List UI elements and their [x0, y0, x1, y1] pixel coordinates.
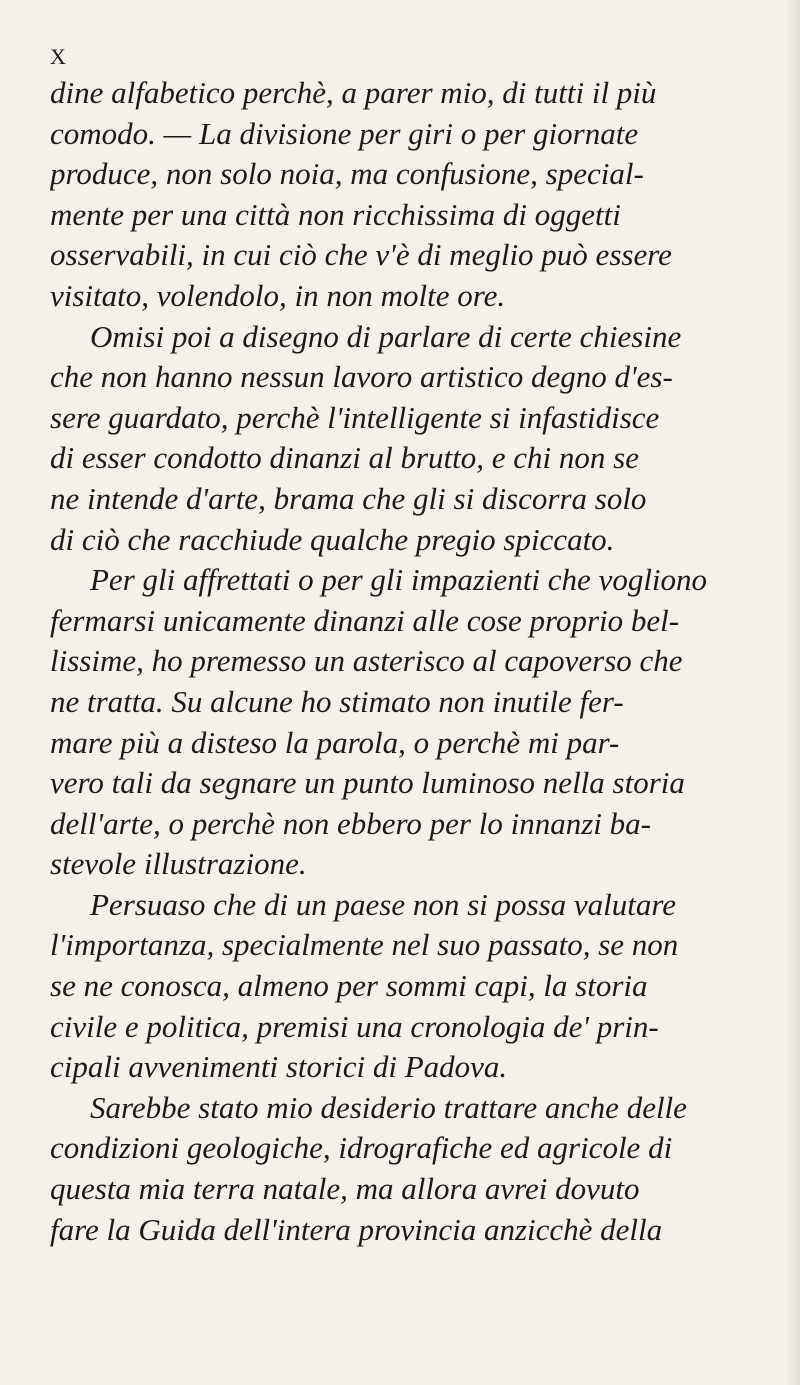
text-line: osservabili, in cui ciò che v'è di meglio può essere: [50, 237, 672, 273]
text-line: di esser condotto dinanzi al brutto, e chi non se: [50, 440, 639, 476]
page-number: X: [50, 44, 66, 69]
text-line: mente per una città non ricchissima di oggetti: [50, 196, 621, 232]
paragraph-start-line: Omisi poi a disegno di parlare di certe chiesine: [90, 318, 682, 354]
text-line: visitato, volendolo, in non molte ore.: [50, 277, 506, 313]
text-line: l'importanza, specialmente nel suo passato, se non: [50, 927, 679, 963]
text-line: di ciò che racchiude qualche pregio spiccato.: [50, 521, 615, 557]
text-line: questa mia terra natale, ma allora avrei dovuto: [50, 1171, 640, 1207]
body-text: [50, 73, 770, 1250]
page-edge-shadow: [786, 0, 800, 1385]
text-line: cipali avvenimenti storici di Padova.: [50, 1049, 508, 1085]
text-line: vero tali da segnare un punto luminoso nella storia: [50, 765, 685, 801]
text-line: che non hanno nessun lavoro artistico degno d'es-: [50, 359, 673, 395]
text-line: civile e politica, premisi una cronologia de' prin-: [50, 1008, 659, 1044]
text-line: lissime, ho premesso un asterisco al capoverso che: [50, 643, 683, 679]
paragraph-start-line: Persuaso che di un paese non si possa valutare: [90, 886, 677, 922]
text-line: fermarsi unicamente dinanzi alle cose proprio bel-: [50, 602, 680, 638]
text-line: dine alfabetico perchè, a parer mio, di tutti il più: [50, 75, 657, 110]
paragraph-start-line: Sarebbe stato mio desiderio trattare anche delle: [90, 1089, 687, 1125]
text-line: fare la Guida dell'intera provincia anzicchè della: [50, 1211, 663, 1247]
paragraph-start-line: Per gli affrettati o per gli impazienti che vogliono: [90, 562, 708, 598]
text-line: se ne conosca, almeno per sommi capi, la storia: [50, 968, 648, 1004]
text-line: ne intende d'arte, brama che gli si discorra solo: [50, 480, 647, 516]
text-line: dell'arte, o perchè non ebbero per lo innanzi ba-: [50, 805, 651, 841]
text-line: comodo. — La divisione per giri o per giornate: [50, 115, 639, 151]
text-line: ne tratta. Su alcune ho stimato non inutile fer-: [50, 683, 624, 719]
text-line: condizioni geologiche, idrografiche ed agricole di: [50, 1130, 673, 1166]
text-line: mare più a disteso la parola, o perchè mi par-: [50, 724, 620, 760]
text-line: sere guardato, perchè l'intelligente si infastidisce: [50, 399, 660, 435]
text-line: produce, non solo noia, ma confusione, special-: [50, 156, 644, 192]
text-line: stevole illustrazione.: [50, 846, 307, 882]
